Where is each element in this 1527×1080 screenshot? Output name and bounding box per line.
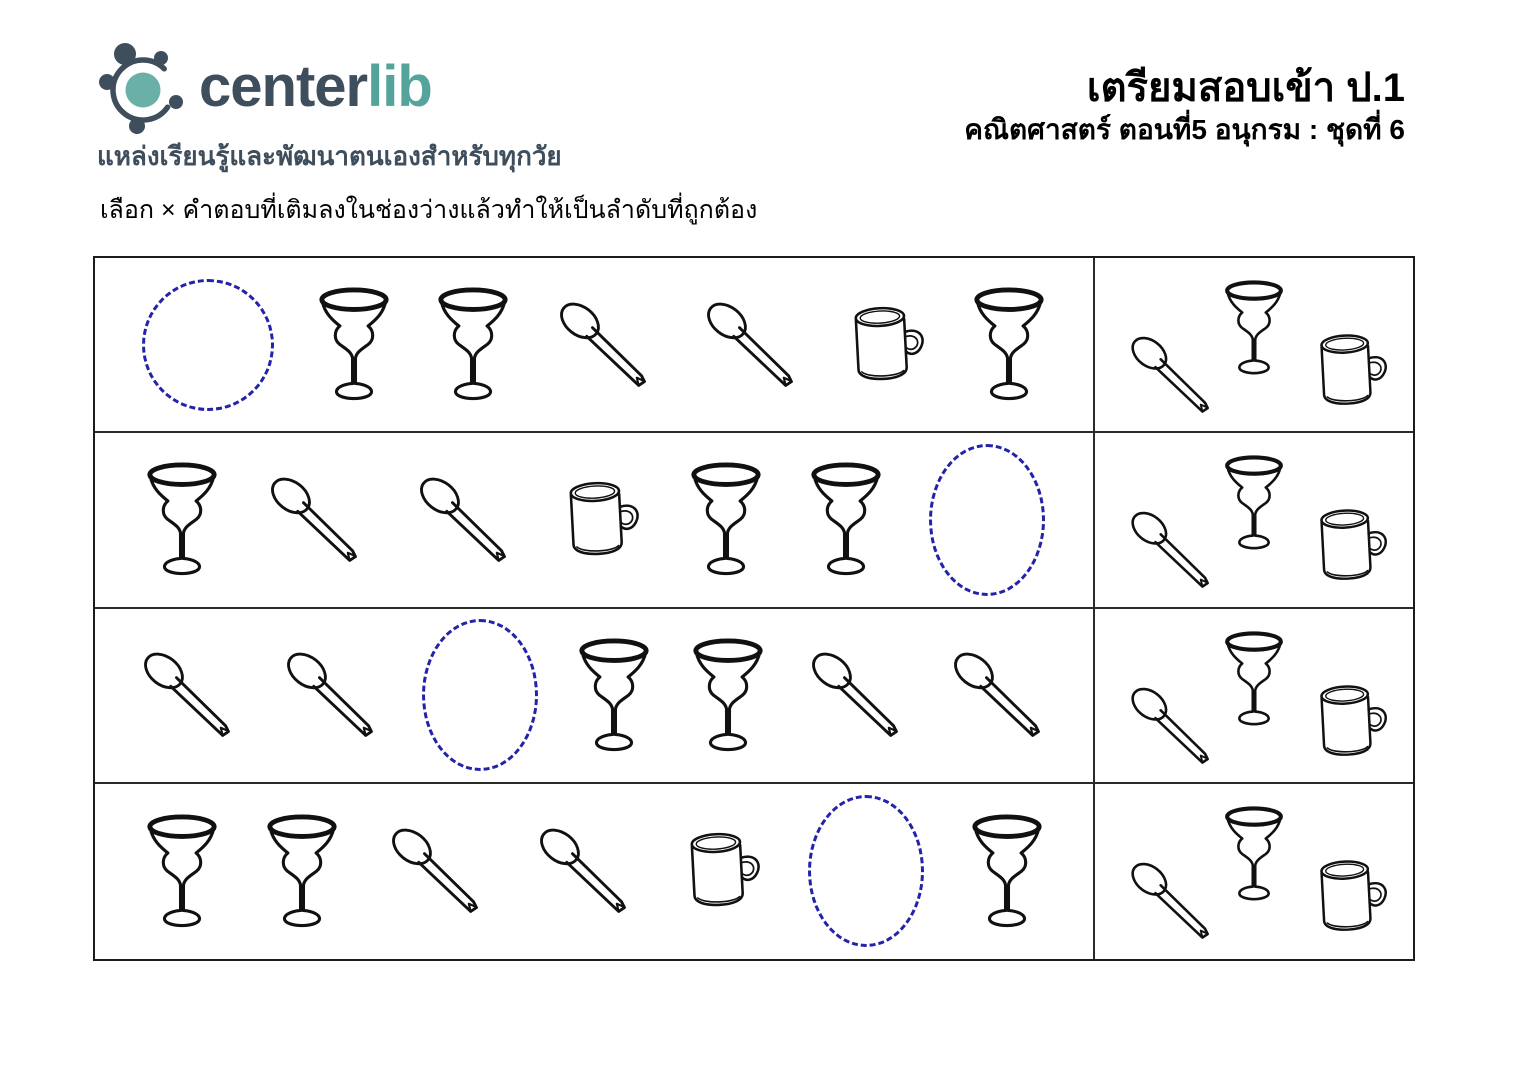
choice-mug[interactable] bbox=[1312, 505, 1391, 587]
choices-cell bbox=[1095, 784, 1413, 959]
instruction-text: เลือก × คำตอบที่เติมลงในช่องว่างแล้วทำให้เป็นลำดับที่ถูกต้อง bbox=[100, 196, 758, 224]
spoon-icon bbox=[413, 468, 517, 572]
spoon-icon bbox=[533, 819, 637, 923]
choice-spoon[interactable] bbox=[1125, 328, 1219, 422]
choice-mug[interactable] bbox=[1312, 856, 1391, 938]
worksheet-subtitle: คณิตศาสตร์ ตอนที่5 อนุกรม : ชุดที่ 6 bbox=[964, 114, 1405, 145]
answer-blank[interactable] bbox=[929, 444, 1045, 596]
puzzle-table bbox=[93, 256, 1415, 961]
brand-wordmark: centerlib bbox=[199, 54, 432, 119]
choices-cell bbox=[1095, 258, 1413, 433]
spoon-icon bbox=[805, 643, 909, 747]
choices-cell bbox=[1095, 433, 1413, 608]
mug-icon bbox=[561, 477, 643, 563]
mug-icon bbox=[846, 302, 928, 388]
choice-margarita-glass[interactable] bbox=[1222, 280, 1286, 376]
answer-blank[interactable] bbox=[422, 619, 538, 771]
centerlib-logo-icon bbox=[97, 40, 189, 134]
worksheet-title: เตรียมสอบเข้า ป.1 bbox=[1086, 66, 1405, 110]
worksheet-header bbox=[964, 64, 1405, 147]
margarita-glass-icon bbox=[144, 814, 220, 929]
brand-tagline: แหล่งเรียนรู้และพัฒนาตนเองสำหรับทุกวัย bbox=[97, 141, 562, 171]
spoon-icon bbox=[553, 293, 657, 397]
choice-margarita-glass[interactable] bbox=[1222, 806, 1286, 902]
margarita-glass-icon bbox=[688, 462, 764, 577]
margarita-glass-icon bbox=[969, 814, 1045, 929]
margarita-glass-icon bbox=[316, 287, 392, 402]
sequence-row bbox=[95, 784, 1095, 959]
choice-spoon[interactable] bbox=[1125, 503, 1219, 597]
brand-logo bbox=[97, 40, 562, 177]
choice-margarita-glass[interactable] bbox=[1222, 455, 1286, 551]
margarita-glass-icon bbox=[576, 638, 652, 753]
choices-cell bbox=[1095, 609, 1413, 784]
sequence-row bbox=[95, 258, 1095, 433]
choice-mug[interactable] bbox=[1312, 681, 1391, 763]
choice-spoon[interactable] bbox=[1125, 679, 1219, 773]
margarita-glass-icon bbox=[144, 462, 220, 577]
choice-mug[interactable] bbox=[1312, 330, 1391, 412]
spoon-icon bbox=[280, 643, 384, 747]
spoon-icon bbox=[947, 643, 1051, 747]
margarita-glass-icon bbox=[971, 287, 1047, 402]
margarita-glass-icon bbox=[808, 462, 884, 577]
sequence-row bbox=[95, 609, 1095, 784]
sequence-row bbox=[95, 433, 1095, 608]
answer-blank[interactable] bbox=[808, 795, 924, 947]
choice-margarita-glass[interactable] bbox=[1222, 631, 1286, 727]
answer-blank[interactable] bbox=[142, 279, 274, 411]
spoon-icon bbox=[137, 643, 241, 747]
spoon-icon bbox=[264, 468, 368, 572]
margarita-glass-icon bbox=[264, 814, 340, 929]
margarita-glass-icon bbox=[690, 638, 766, 753]
spoon-icon bbox=[700, 293, 804, 397]
spoon-icon bbox=[385, 819, 489, 923]
mug-icon bbox=[682, 828, 764, 914]
choice-spoon[interactable] bbox=[1125, 854, 1219, 948]
margarita-glass-icon bbox=[435, 287, 511, 402]
